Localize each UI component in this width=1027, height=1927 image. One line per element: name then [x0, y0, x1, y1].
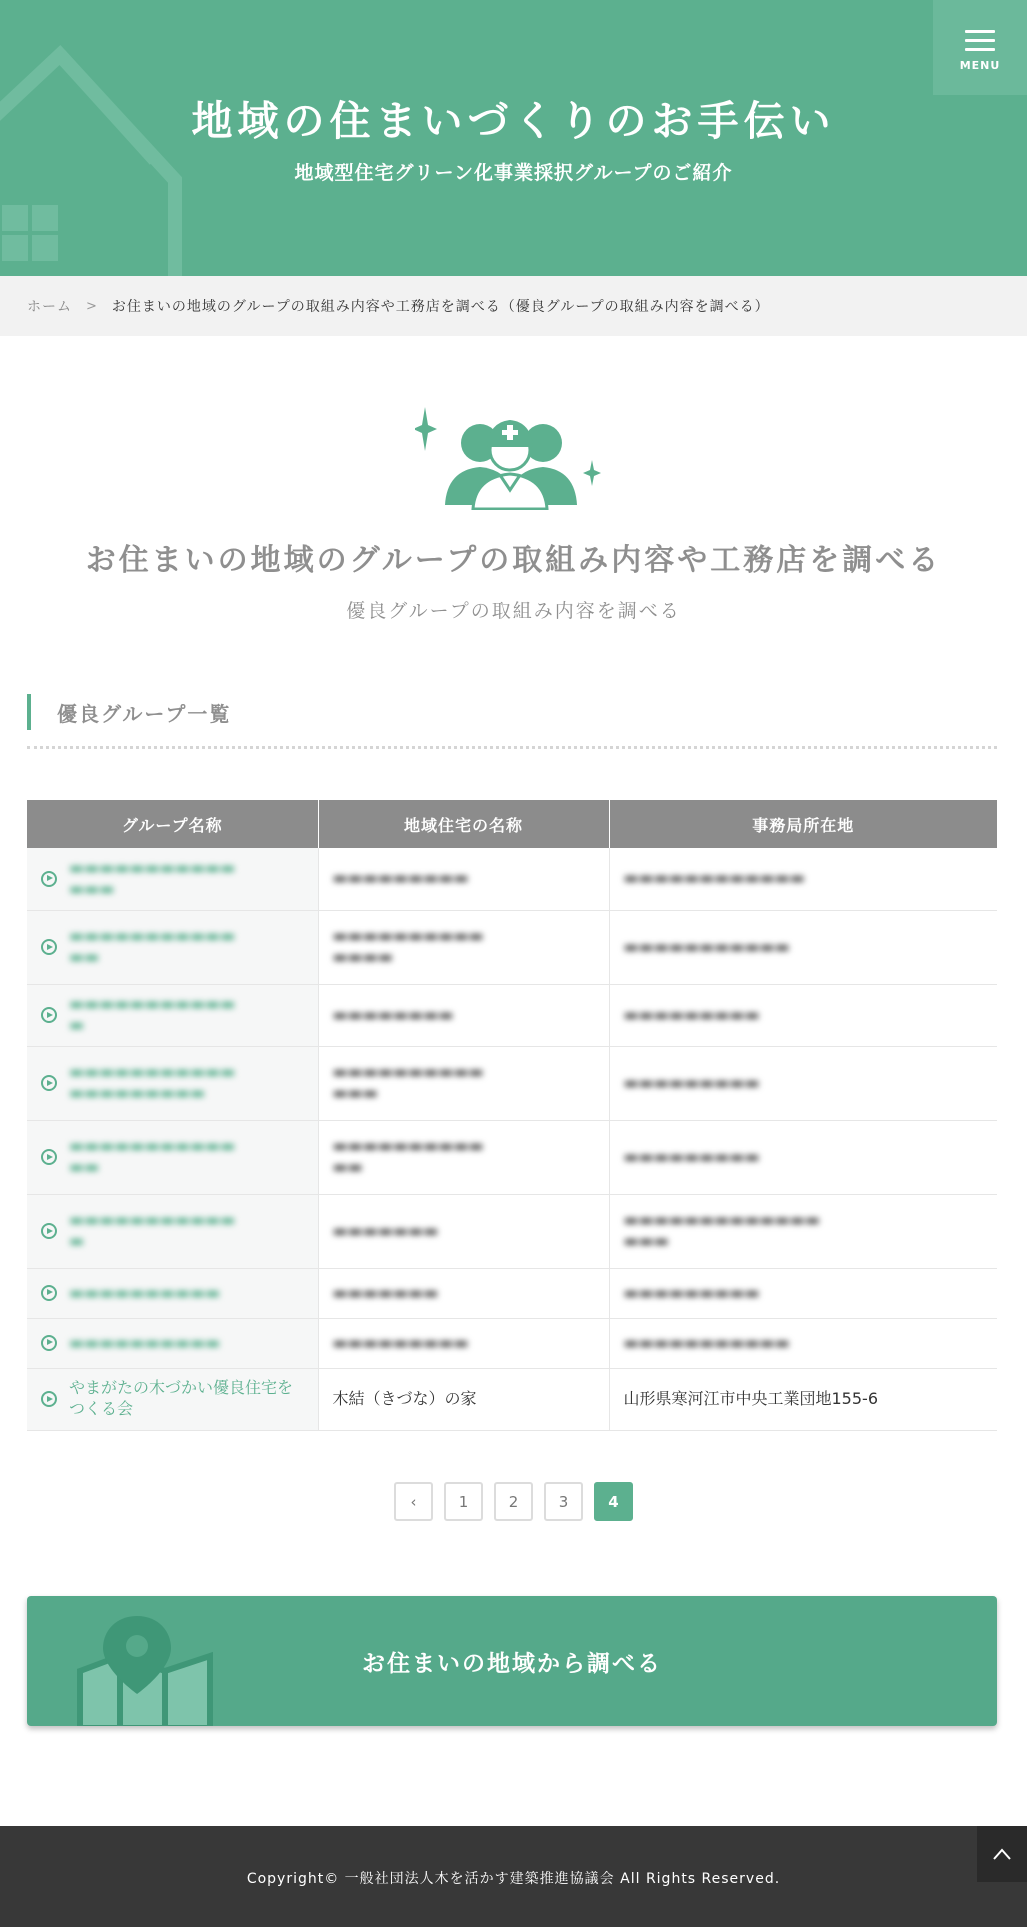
office-address: 山形県寒河江市中央工業団地155-6 — [623, 1388, 878, 1408]
table-row — [27, 1194, 997, 1268]
redacted-text: ▬▬▬▬▬▬▬▬▬▬ ▬▬ — [332, 1136, 484, 1176]
redacted-text: ▬▬▬▬▬▬▬▬▬ — [332, 1332, 469, 1352]
redacted-text: ▬▬▬▬▬▬▬▬ — [332, 1004, 454, 1024]
search-by-area-label: お住まいの地域から調べる — [362, 1650, 662, 1677]
section-heading: 優良グループ一覧 — [27, 694, 231, 730]
menu-label: MENU — [959, 58, 1001, 72]
redacted-text: ▬▬▬▬▬▬▬ — [332, 1220, 439, 1240]
play-circle-icon — [41, 1007, 57, 1023]
play-circle-icon — [41, 871, 57, 887]
group-name: やまがたの木づかい優良住宅をつくる会 — [69, 1378, 294, 1418]
pagination — [0, 1482, 1027, 1521]
breadcrumb — [0, 276, 1027, 336]
breadcrumb-current: お住まいの地域のグループの取組み内容や工務店を調べる（優良グループの取組み内容を調べる） — [111, 299, 770, 315]
table-row — [27, 1120, 997, 1194]
group-link[interactable] — [41, 994, 304, 1036]
footer — [0, 1826, 1027, 1927]
play-circle-icon — [41, 1391, 57, 1407]
pagination-prev-button[interactable]: ‹ — [394, 1482, 433, 1521]
redacted-text: ▬▬▬▬▬▬▬▬▬▬▬▬▬ ▬▬▬ — [623, 1210, 821, 1250]
column-header-house: 地域住宅の名称 — [318, 800, 609, 848]
pagination-page-4[interactable]: 4 — [594, 1482, 633, 1521]
breadcrumb-home-link[interactable]: ホーム — [27, 299, 72, 315]
redacted-text: ▬▬▬▬▬▬▬▬▬▬▬ ▬▬▬ — [69, 857, 236, 898]
play-circle-icon — [41, 1285, 57, 1301]
column-header-group: グループ名称 — [27, 800, 318, 848]
house-outline-icon — [0, 20, 210, 276]
group-link[interactable] — [41, 1062, 304, 1104]
hamburger-icon — [965, 24, 995, 57]
redacted-text: ▬▬▬▬▬▬▬▬▬ — [623, 1146, 760, 1166]
house-name: 木結（きづな）の家 — [332, 1388, 477, 1408]
play-circle-icon — [41, 1335, 57, 1351]
redacted-text: ▬▬▬▬▬▬▬▬▬ — [623, 1004, 760, 1024]
redacted-text: ▬▬▬▬▬▬▬▬▬▬▬ ▬ — [69, 994, 236, 1034]
search-by-area-button[interactable] — [27, 1596, 997, 1726]
pagination-page-1[interactable]: 1 — [444, 1482, 483, 1521]
redacted-text: ▬▬▬▬▬▬▬▬▬▬▬ ▬▬▬▬▬▬▬▬▬ — [69, 1062, 236, 1102]
page-title: お住まいの地域のグループの取組み内容や工務店を調べる — [85, 543, 942, 578]
play-circle-icon — [41, 1075, 57, 1091]
table-row — [27, 1046, 997, 1120]
table-row — [27, 1268, 997, 1318]
play-circle-icon — [41, 1223, 57, 1239]
redacted-text: ▬▬▬▬▬▬▬▬▬▬▬ — [623, 936, 790, 956]
table-row — [27, 1368, 997, 1430]
menu-button[interactable] — [933, 0, 1027, 95]
table-row — [27, 910, 997, 984]
redacted-text: ▬▬▬▬▬▬▬▬▬▬▬ ▬▬ — [69, 926, 236, 966]
hero-banner — [0, 0, 1027, 276]
redacted-text: ▬▬▬▬▬▬▬▬▬▬ ▬▬▬ — [332, 1062, 484, 1102]
table-row — [27, 984, 997, 1046]
group-link[interactable] — [41, 1136, 304, 1178]
chevron-up-icon — [992, 1847, 1012, 1861]
redacted-text: ▬▬▬▬▬▬▬▬▬ — [623, 1282, 760, 1302]
table-row — [27, 848, 997, 910]
group-table — [27, 800, 997, 1431]
pagination-page-2[interactable]: 2 — [494, 1482, 533, 1521]
chevron-right-icon: > — [86, 298, 98, 314]
pagination-page-3[interactable]: 3 — [544, 1482, 583, 1521]
redacted-text: ▬▬▬▬▬▬▬▬▬ — [623, 1072, 760, 1092]
group-link[interactable] — [41, 1210, 304, 1252]
redacted-text: ▬▬▬▬▬▬▬▬▬ — [332, 868, 469, 888]
play-circle-icon — [41, 939, 57, 955]
group-link[interactable] — [41, 926, 304, 968]
redacted-text: ▬▬▬▬▬▬▬▬▬▬▬ ▬▬ — [69, 1136, 236, 1176]
back-to-top-button[interactable] — [977, 1826, 1027, 1882]
site-subtitle: 地域型住宅グリーン化事業採択グループのご紹介 — [294, 162, 733, 184]
group-link[interactable] — [41, 858, 304, 900]
redacted-text: ▬▬▬▬▬▬▬▬▬▬▬ ▬ — [69, 1210, 236, 1250]
redacted-text: ▬▬▬▬▬▬▬▬▬▬ ▬▬▬▬ — [332, 926, 484, 966]
group-link[interactable] — [41, 1283, 304, 1304]
redacted-text: ▬▬▬▬▬▬▬▬▬▬▬ — [623, 1332, 790, 1352]
workers-icon — [415, 405, 605, 510]
redacted-text: ▬▬▬▬▬▬▬▬▬▬ — [69, 1282, 221, 1302]
site-title: 地域の住まいづくりのお手伝い — [191, 97, 836, 145]
page-subtitle: 優良グループの取組み内容を調べる — [346, 600, 681, 622]
column-header-office: 事務局所在地 — [609, 800, 997, 848]
redacted-text: ▬▬▬▬▬▬▬▬▬▬▬▬ — [623, 868, 805, 888]
redacted-text: ▬▬▬▬▬▬▬▬▬▬ — [69, 1332, 221, 1352]
group-link[interactable] — [41, 1378, 304, 1420]
copyright: Copyright© 一般社団法人木を活かす建築推進協議会 All Rights Reserved. — [246, 1870, 781, 1887]
dotted-divider — [27, 746, 997, 749]
group-link[interactable] — [41, 1333, 304, 1354]
redacted-text: ▬▬▬▬▬▬▬ — [332, 1282, 439, 1302]
table-row — [27, 1318, 997, 1368]
play-circle-icon — [41, 1149, 57, 1165]
